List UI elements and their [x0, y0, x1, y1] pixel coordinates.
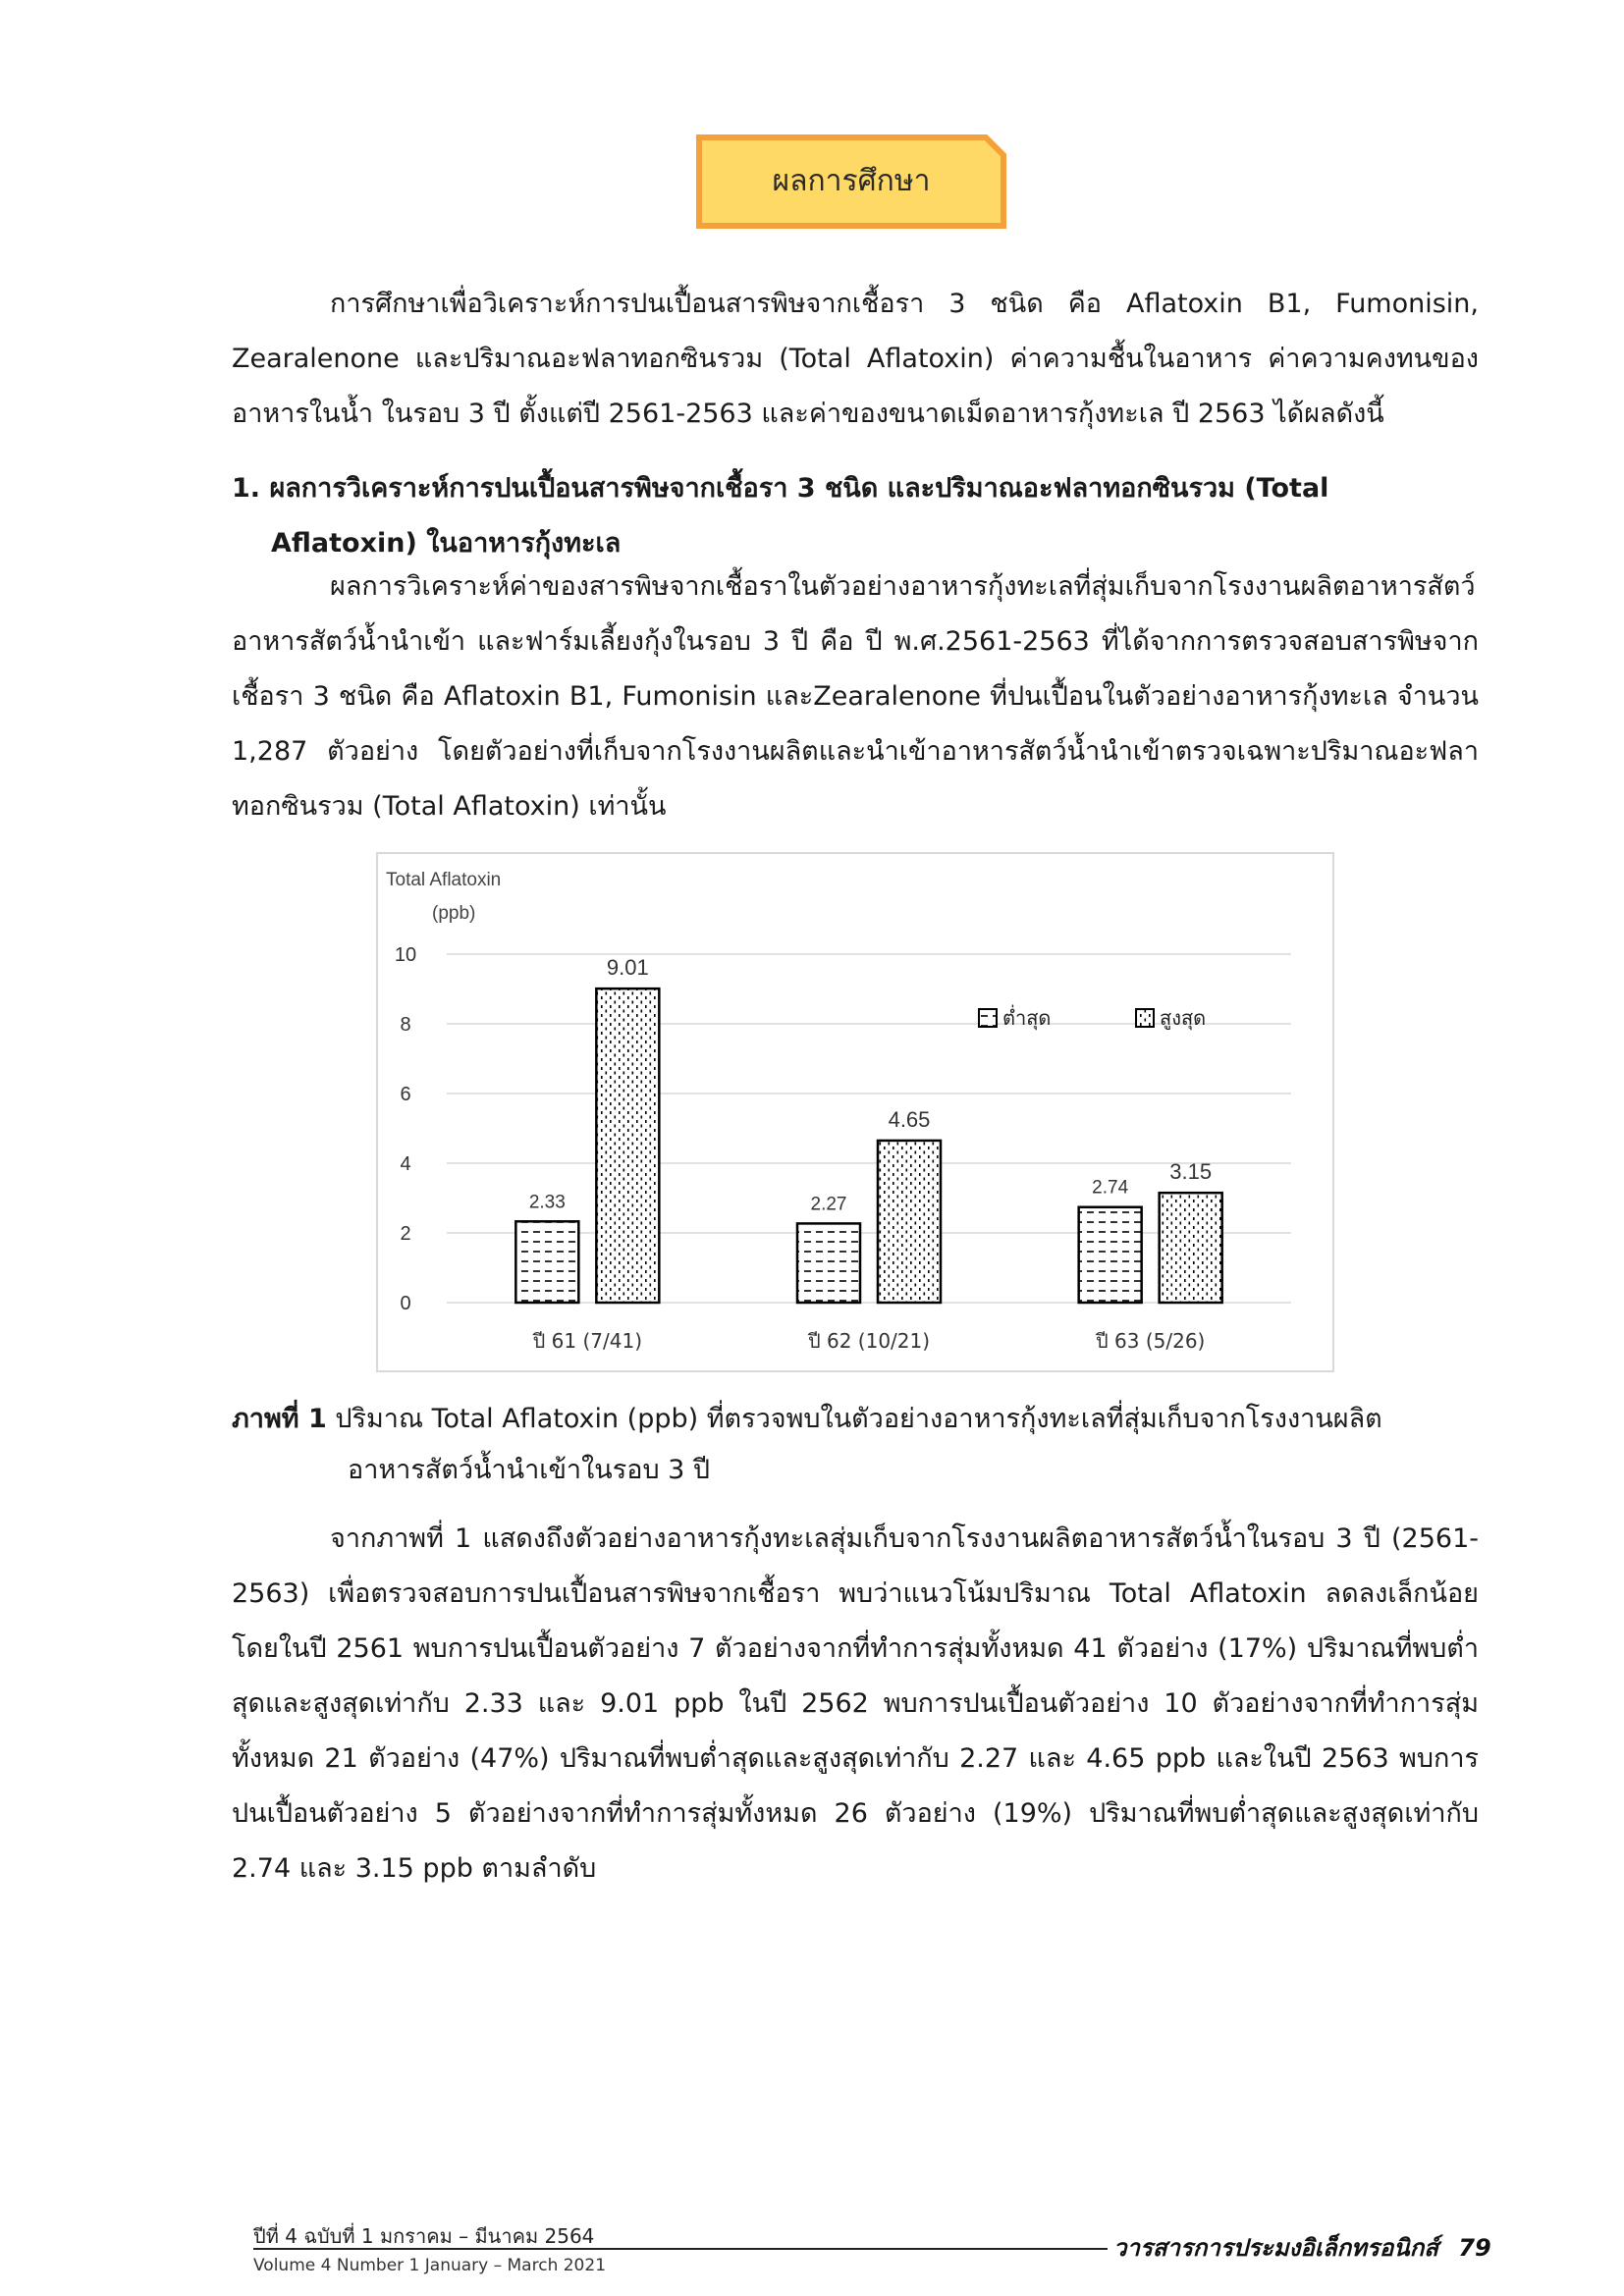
y-tick-label: 4 [400, 1153, 411, 1175]
figure-caption [232, 1394, 1479, 1496]
y-axis-title: Total Aflatoxin [386, 870, 502, 890]
bar-min-2 [1079, 1207, 1142, 1303]
y-tick-label: 6 [400, 1084, 411, 1105]
data-label: 9.01 [606, 955, 649, 981]
footer-issue-thai: ปีที่ 4 ฉบับที่ 1 มกราคม – มีนาคม 2564 [253, 2224, 595, 2248]
y-tick-label: 0 [400, 1293, 411, 1314]
data-label: 2.33 [528, 1192, 566, 1213]
caption-line2: อาหารสัตว์น้ำนำเข้าในรอบ 3 ปี [348, 1455, 711, 1485]
y-tick-label: 2 [400, 1223, 411, 1245]
aflatoxin-chart-frame [376, 852, 1334, 1372]
footer-rule [253, 2248, 1108, 2250]
legend-swatch-min [979, 1009, 997, 1027]
y-tick-label: 8 [400, 1014, 411, 1036]
bar-max-2 [1160, 1193, 1222, 1303]
bar-max-0 [596, 988, 659, 1303]
section-title-box [695, 133, 1007, 230]
legend-swatch-max [1136, 1009, 1154, 1027]
x-category-label: ปี 61 (7/41) [532, 1329, 643, 1353]
y-tick-label: 10 [394, 944, 417, 966]
footer-issue-english: Volume 4 Number 1 January – March 2021 [253, 2256, 607, 2275]
legend-label-max: สูงสุด [1160, 1006, 1207, 1030]
journal-name: วารสารการประมงอิเล็กทรอนิกส์ [1113, 2234, 1438, 2262]
y-axis-unit: (ppb) [432, 903, 476, 924]
discussion-paragraph: จากภาพที่ 1 แสดงถึงตัวอย่างอาหารกุ้งทะเลสุ่มเก็บจากโรงงานผลิตอาหารสัตว์น้ำในรอบ 3 ปี (2561-2563) เพื่อตรวจสอบการปนเปื้อนสารพิษจากเชื้อรา พบว่าแนวโน้มปริมาณ Total Aflatoxin ลดลงเล็กน้อย โดยในปี 2561 พบการปนเปื้อนตัวอย่าง 7 ตัวอย่างจากที่ทำการสุ่มทั้งหมด 41 ตัวอย่าง (17%) ปริมาณที่พบต่ำสุดและสูงสุดเท่ากับ 2.33 และ 9.01 ppb ในปี 2562 พบการปนเปื้อนตัวอย่าง 10 ตัวอย่างจากที่ทำการสุ่มทั้งหมด 21 ตัวอย่าง (47%) ปริมาณที่พบต่ำสุดและสูงสุดเท่ากับ 2.27 และ 4.65 ppb และในปี 2563 พบการปนเปื้อนตัวอย่าง 5 ตัวอย่างจากที่ทำการสุ่มทั้งหมด 26 ตัวอย่าง (19%) ปริมาณที่พบต่ำสุดและสูงสุดเท่ากับ 2.74 และ 3.15 ppb ตามลำดับ [232, 1523, 1479, 1884]
aflatoxin-bar-chart [378, 854, 1332, 1370]
bar-max-1 [878, 1141, 941, 1303]
x-category-label: ปี 63 (5/26) [1095, 1329, 1206, 1353]
data-label: 2.74 [1092, 1177, 1129, 1199]
section-paragraph: ผลการวิเคราะห์ค่าของสารพิษจากเชื้อราในตัวอย่างอาหารกุ้งทะเลที่สุ่มเก็บจากโรงงานผลิตอาหารสัตว์ อาหารสัตว์น้ำนำเข้า และฟาร์มเลี้ยงกุ้งในรอบ 3 ปี คือ ปี พ.ศ.2561-2563 ที่ได้จากการตรวจสอบสารพิษจากเชื้อรา 3 ชนิด คือ Aflatoxin B1, Fumonisin และZearalenone ที่ปนเปื้อนในตัวอย่างอาหารกุ้งทะเล จำนวน 1,287 ตัวอย่าง โดยตัวอย่างที่เก็บจากโรงงานผลิตและนำเข้าอาหารสัตว์น้ำนำเข้าตรวจเฉพาะปริมาณอะฟลาทอกซินรวม (Total Aflatoxin) เท่านั้น [232, 571, 1479, 822]
caption-label: ภาพที่ 1 [232, 1404, 327, 1434]
footer-journal [1113, 2228, 1491, 2267]
x-category-label: ปี 62 (10/21) [807, 1329, 931, 1353]
legend-label-min: ต่ำสุด [1002, 1006, 1052, 1030]
section-heading: 1. ผลการวิเคราะห์การปนเปื้อนสารพิษจากเชื้อรา 3 ชนิด และปริมาณอะฟลาทอกซินรวม (Total Aflatoxin) ในอาหารกุ้งทะเล [232, 473, 1329, 559]
data-label: 2.27 [810, 1194, 847, 1215]
page-number: 79 [1458, 2234, 1491, 2262]
data-label: 4.65 [888, 1106, 931, 1132]
caption-line1: ปริมาณ Total Aflatoxin (ppb) ที่ตรวจพบในตัวอย่างอาหารกุ้งทะเลที่สุ่มเก็บจากโรงงานผลิต [335, 1404, 1382, 1434]
section-title: ผลการศึกษา [772, 164, 931, 198]
bar-min-0 [515, 1221, 578, 1303]
intro-paragraph: การศึกษาเพื่อวิเคราะห์การปนเปื้อนสารพิษจากเชื้อรา 3 ชนิด คือ Aflatoxin B1, Fumonisin, Zearalenone และปริมาณอะฟลาทอกซินรวม (Total Aflatoxin) ค่าความชื้นในอาหาร ค่าความคงทนของอาหารในน้ำ ในรอบ 3 ปี ตั้งแต่ปี 2561-2563 และค่าของขนาดเม็ดอาหารกุ้งทะเล ปี 2563 ได้ผลดังนี้ [232, 289, 1479, 429]
bar-min-1 [797, 1223, 860, 1303]
data-label: 3.15 [1169, 1159, 1213, 1185]
